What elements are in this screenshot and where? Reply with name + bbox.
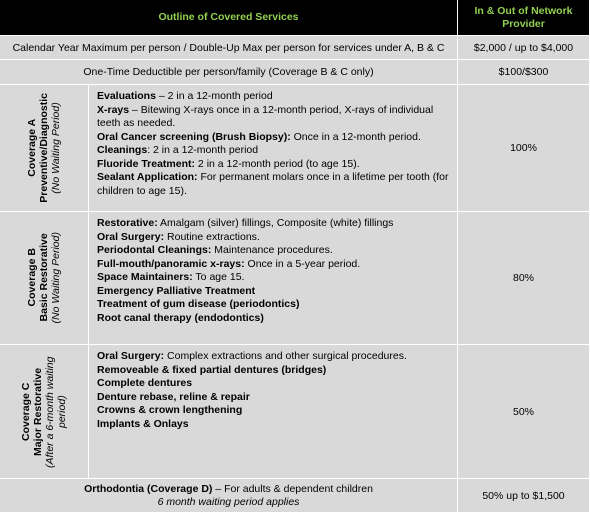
list-item xyxy=(97,158,449,172)
deductible-label: One-Time Deductible per person/family (Coverage B & C only) xyxy=(83,66,374,78)
item-text: – Bitewing X-rays once in a 12-month period, X-rays of individual teeth as needed. xyxy=(97,103,434,129)
calendar-max-label: Calendar Year Maximum per person / Double-Up Max per person for services under A, B & C xyxy=(12,41,445,54)
calendar-max-value: $2,000 / up to $4,000 xyxy=(473,41,574,54)
item-text: To age 15. xyxy=(192,271,245,283)
list-item xyxy=(97,364,449,378)
header-provider xyxy=(458,0,590,36)
coverage-c-value-cell xyxy=(458,345,590,479)
ortho-label-text: – For adults & dependent children xyxy=(212,482,373,495)
item-bold: Denture rebase, reline & repair xyxy=(97,390,250,403)
item-bold: Evaluations xyxy=(97,90,156,102)
item-bold: Emergency Palliative Treatment xyxy=(97,284,256,297)
coverage-b-value: 80% xyxy=(512,272,534,284)
item-text: – 2 in a 12-month period xyxy=(155,90,273,102)
ortho-note: 6 month waiting period applies xyxy=(157,495,300,508)
deductible-value: $100/$300 xyxy=(498,66,549,78)
calendar-max-label-cell xyxy=(0,36,458,60)
item-bold: Complete dentures xyxy=(97,377,193,389)
list-item xyxy=(97,404,449,418)
list-item xyxy=(97,258,449,272)
item-text: Complex extractions and other surgical procedures. xyxy=(164,350,407,362)
coverage-a-value: 100% xyxy=(510,142,537,154)
coverage-a-title-line1: Coverage A xyxy=(26,119,38,177)
ortho-label xyxy=(84,483,373,496)
coverage-c-title-line1: Coverage C xyxy=(20,382,32,441)
item-bold: Root canal therapy (endodontics) xyxy=(97,311,264,324)
coverage-a-services xyxy=(89,85,458,212)
list-item xyxy=(97,350,449,364)
coverage-c-note: (After a 6-month waiting period) xyxy=(44,355,68,468)
item-text: 2 in a 12-month period (to age 15). xyxy=(195,157,360,170)
item-text: Maintenance procedures. xyxy=(211,244,333,256)
list-item xyxy=(97,104,449,131)
item-text: Amalgam (silver) fillings, Composite (white) fillings xyxy=(157,217,394,229)
coverage-b-title-line2: Basic Restorative xyxy=(38,233,50,323)
list-item xyxy=(97,418,449,432)
header-services xyxy=(0,0,458,36)
coverage-a-value-cell xyxy=(458,85,590,212)
calendar-max-value-cell xyxy=(458,36,590,60)
item-bold: Oral Surgery: xyxy=(97,350,165,362)
item-bold: Removeable & fixed partial dentures (bridges) xyxy=(97,363,327,376)
coverage-b-services xyxy=(89,212,458,345)
header-services-text: Outline of Covered Services xyxy=(158,11,299,23)
item-text: Once in a 5-year period. xyxy=(244,257,361,270)
coverage-c-title xyxy=(20,352,68,472)
list-item xyxy=(97,231,449,245)
list-item xyxy=(97,298,449,312)
coverage-b-title-line1: Coverage B xyxy=(26,248,38,308)
item-bold: Crowns & crown lengthening xyxy=(97,404,243,416)
list-item xyxy=(97,217,449,231)
coverage-b-value-cell xyxy=(458,212,590,345)
list-item xyxy=(97,171,449,198)
list-item xyxy=(97,90,449,104)
item-text: For permanent molars once in a lifetime per tooth (for children to age 15). xyxy=(97,171,449,197)
list-item xyxy=(97,377,449,391)
list-item xyxy=(97,391,449,405)
item-bold: Space Maintainers: xyxy=(97,271,193,283)
coverage-a-title xyxy=(26,93,62,203)
deductible-label-cell xyxy=(0,60,458,85)
item-bold: Fluoride Treatment: xyxy=(97,157,196,170)
ortho-label-bold: Orthodontia (Coverage D) xyxy=(84,482,213,495)
coverage-b-title xyxy=(26,232,62,323)
coverage-a-note: (No Waiting Period) xyxy=(50,102,62,194)
item-bold: Full-mouth/panoramic x-rays: xyxy=(97,257,245,270)
item-bold: Oral Surgery: xyxy=(97,230,165,243)
item-text: : 2 in a 12-month period xyxy=(147,144,259,156)
item-bold: Treatment of gum disease (periodontics) xyxy=(97,298,300,310)
item-bold: Implants & Onlays xyxy=(97,417,189,430)
list-item xyxy=(97,271,449,285)
ortho-value-cell xyxy=(458,479,590,513)
item-bold: Oral Cancer screening (Brush Biopsy): xyxy=(97,130,291,143)
list-item xyxy=(97,131,449,145)
coverage-b-title-cell xyxy=(0,212,89,345)
item-bold: Cleanings xyxy=(97,144,148,156)
list-item xyxy=(97,244,449,258)
list-item xyxy=(97,285,449,299)
coverage-c-title-line2: Major Restorative xyxy=(32,367,44,456)
coverage-c-title-cell xyxy=(0,345,89,479)
coverage-a-title-line2: Preventive/Diagnostic xyxy=(38,93,50,203)
item-text: Routine extractions. xyxy=(164,230,260,243)
item-text: Once in a 12-month period. xyxy=(290,130,421,143)
coverage-b-note: (No Waiting Period) xyxy=(50,232,62,324)
ortho-label-cell xyxy=(0,479,458,513)
item-bold: Restorative: xyxy=(97,217,158,229)
coverage-a-title-cell xyxy=(0,85,89,212)
list-item xyxy=(97,144,449,158)
coverage-c-value: 50% xyxy=(512,405,534,418)
list-item xyxy=(97,312,449,326)
header-provider-text: In & Out of Network Provider xyxy=(474,4,573,30)
deductible-value-cell xyxy=(458,60,590,85)
item-bold: Sealant Application: xyxy=(97,171,198,183)
item-bold: Periodontal Cleanings: xyxy=(97,244,212,256)
item-bold: X-rays xyxy=(97,103,130,116)
coverage-c-services xyxy=(89,345,458,479)
ortho-value: 50% up to $1,500 xyxy=(482,489,565,502)
